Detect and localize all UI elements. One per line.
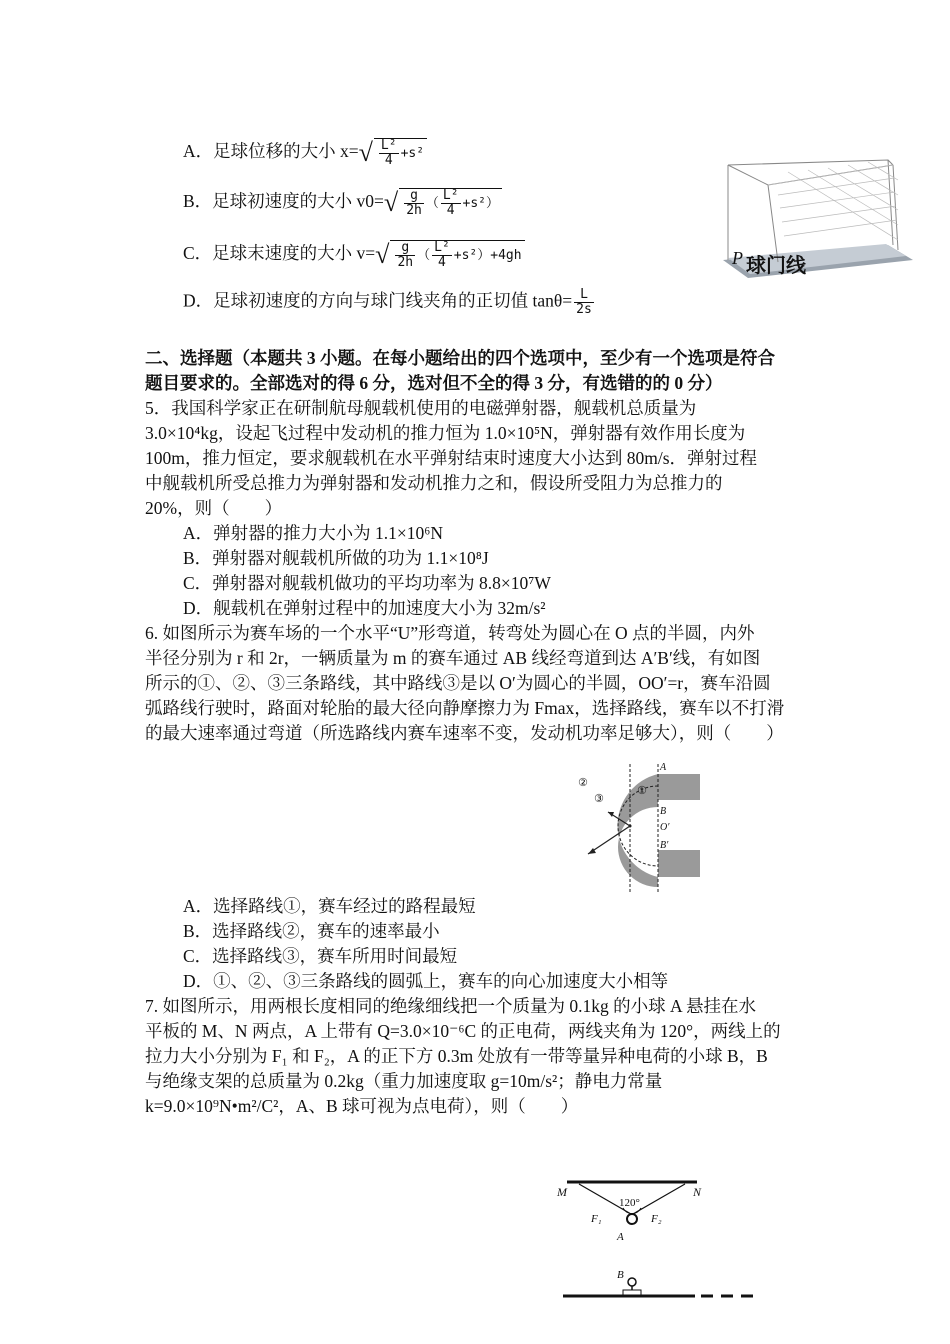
q7-line: 拉力大小分别为 F₁ 和 F₂，A 的正下方 0.3m 处放有一带等量异种电荷的小球 B，B [145, 1046, 768, 1066]
q5-line: 5．我国科学家正在研制航母舰载机使用的电磁弹射器，舰载机总质量为 [145, 398, 697, 418]
track-label-circle3: ③ [594, 792, 604, 805]
charge-label-n: N [693, 1185, 702, 1199]
q4-option-c: C．足球末速度的大小 v=√ $\frac{g}{2h}$ （ $\frac{\text{L²}}{4}$ +s²）+4gh [183, 240, 525, 270]
q6-line: 所示的①、②、③三条路线，其中路线③是以 O′为圆心的半圆，OO′=r，赛车沿圆 [145, 673, 771, 693]
q6-line: 弧路线行驶时，路面对轮胎的最大径向静摩擦力为 Fmax，选择路线，赛车以不打滑 [145, 698, 785, 718]
section2-line2: 题目要求的。全部选对的得 6 分，选对但不全的得 3 分，有选错的的 0 分） [145, 373, 723, 393]
q6-line: 6. 如图所示为赛车场的一个水平“U”形弯道，转弯处为圆心在 O 点的半圆，内外 [145, 623, 755, 643]
track-label-circle2: ② [578, 776, 588, 789]
section2-line1: 二、选择题（本题共 3 小题。在每小题给出的四个选项中，至少有一个选项是符合 [145, 348, 775, 368]
track-label-b: B [660, 806, 667, 817]
q4-option-a: A．足球位移的大小 x=√ $\frac{\text{L²}}{4}$ +s² [183, 138, 427, 168]
track-label-o-prime: O′ [660, 822, 670, 833]
charge-label-m: M [557, 1185, 567, 1199]
q6-line: 的最大速率通过弯道（所选路线内赛车速率不变，发动机功率足够大），则（ ） [145, 723, 784, 743]
q4-option-b: B．足球初速度的大小 v0=√ $\frac{g}{2h}$ （ $\frac{\text{L²}}{4}$ +s²） [183, 188, 502, 218]
q6-option-c: C．选择路线③，赛车所用时间最短 [183, 946, 458, 966]
q5-line: 中舰载机所受总推力为弹射器和发动机推力之和，假设所受阻力为总推力的 [145, 473, 723, 493]
q6-line: 半径分别为 r 和 2r，一辆质量为 m 的赛车通过 AB 线经弯道到达 A′B′线，有如图 [145, 648, 761, 668]
goal-figure [708, 150, 918, 285]
q6-option-a: A．选择路线①，赛车经过的路程最短 [183, 896, 476, 916]
q7-line: 平板的 M、N 两点，A 上带有 Q=3.0×10⁻⁶C 的正电荷，两线夹角为 120°，两线上的 [145, 1021, 781, 1041]
q7-line: 7. 如图所示，用两根长度相同的绝缘细线把一个质量为 0.1kg 的小球 A 悬挂在水 [145, 996, 757, 1016]
q7-line: k=9.0×10⁹N•m²/C²，A、B 球可视为点电荷），则（ ） [145, 1096, 579, 1116]
charge-label-f1: F₁ [591, 1213, 602, 1225]
track-label-circle1: ① [637, 784, 647, 797]
q5-line: 20%，则（ ） [145, 498, 283, 518]
track-figure [570, 762, 710, 892]
charge-label-a: A [617, 1231, 624, 1243]
charge-label-angle: 120° [619, 1197, 640, 1209]
q7-line: 与绝缘支架的总质量为 0.2kg（重力加速度取 g=10m/s²；静电力常量 [145, 1071, 663, 1091]
charge-label-b: B [617, 1269, 624, 1281]
q4-option-d: D．足球初速度的方向与球门线夹角的正切值 tanθ= $\frac{L}{2s}$ [183, 287, 592, 317]
q6-option-b: B．选择路线②，赛车的速率最小 [183, 921, 440, 941]
q5-line: 3.0×10⁴kg，设起飞过程中发动机的推力恒为 1.0×10⁵N，弹射器有效作用长度为 [145, 423, 746, 443]
q5-option-a: A．弹射器的推力大小为 1.1×10⁶N [183, 523, 443, 543]
q5-option-c: C．弹射器对舰载机做功的平均功率为 8.8×10⁷W [183, 573, 551, 593]
charge-label-f2: F₂ [651, 1213, 662, 1225]
q5-option-d: D．舰载机在弹射过程中的加速度大小为 32m/s² [183, 598, 546, 618]
track-label-a: A [660, 762, 667, 773]
q5-line: 100m，推力恒定，要求舰载机在水平弹射结束时速度大小达到 80m/s．弹射过程 [145, 448, 758, 468]
goal-label-p: P [732, 248, 743, 268]
q6-option-d: D．①、②、③三条路线的圆弧上，赛车的向心加速度大小相等 [183, 971, 669, 991]
q5-option-b: B．弹射器对舰载机所做的功为 1.1×10⁸J [183, 548, 489, 568]
track-label-b-prime: B′ [660, 840, 669, 851]
goal-label-text: 球门线 [746, 253, 806, 277]
charge-figure [555, 1178, 765, 1303]
